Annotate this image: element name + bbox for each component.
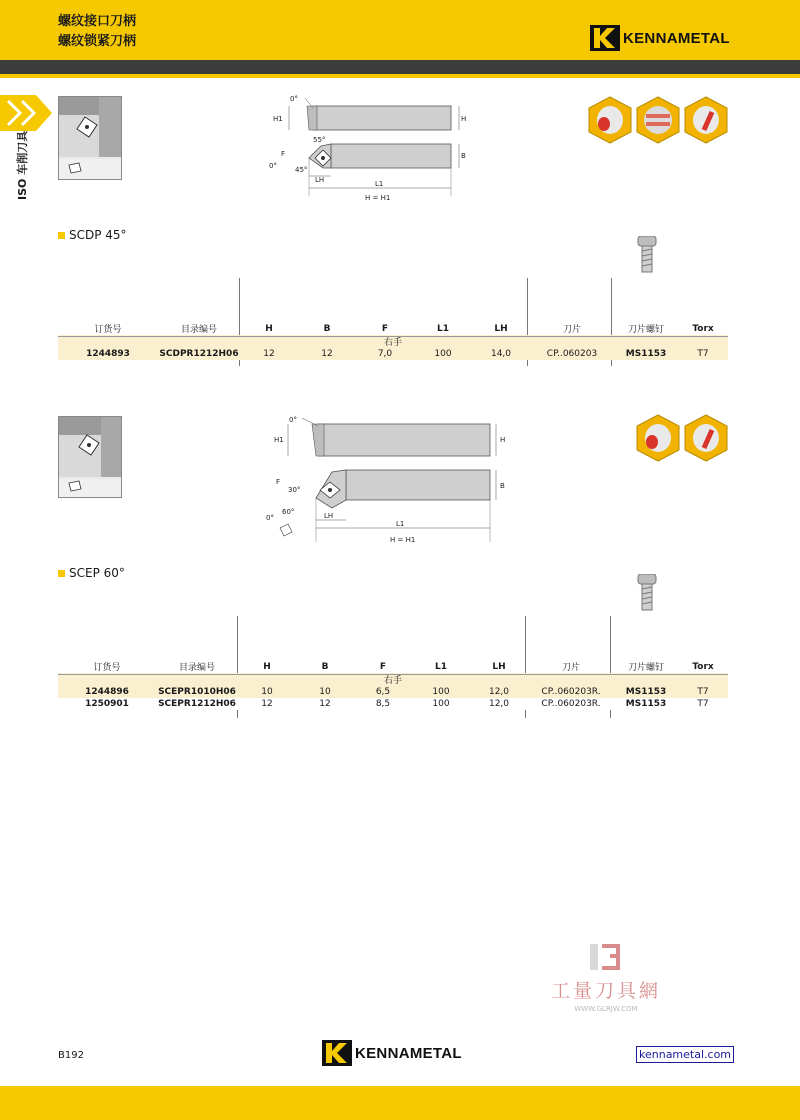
col-order-no: 订货号 [93, 663, 121, 673]
cell-f: 6,5 [354, 686, 412, 698]
col-insert: 刀片 [561, 663, 580, 673]
material-steel-icon [636, 414, 680, 462]
dim-top-angle: 0° [289, 416, 297, 424]
material-steel-icon [588, 96, 632, 144]
col-f: F [381, 323, 389, 334]
col-lh: LH [492, 661, 506, 672]
section-title-scep [58, 566, 125, 580]
material-nonferrous-icon [684, 414, 728, 462]
dim-h: H [500, 436, 506, 444]
website-link[interactable]: kennametal.com [636, 1046, 734, 1063]
material-alloy-icon [636, 96, 680, 144]
dim-insert-angle: 55° [313, 136, 326, 144]
cell-f: 8,5 [354, 698, 412, 710]
header-dark-stripe [0, 60, 800, 74]
insert-screw-icon [636, 236, 658, 274]
col-lh: LH [494, 323, 508, 334]
cell-f: 7,0 [356, 348, 414, 360]
cell-catalog-no: SCDPR1212H06 [159, 349, 239, 359]
dim-h: H [461, 115, 467, 123]
col-torx: Torx [692, 661, 714, 672]
watermark-text: 工量刀具網 [550, 980, 661, 1002]
spec-table-scdp [58, 322, 728, 360]
header-brand-name: KENNAMETAL [623, 29, 730, 47]
dim-lh: LH [315, 176, 325, 184]
dim-lead-angle: 45° [295, 166, 308, 174]
material-nonferrous-icon [684, 96, 728, 144]
cell-h: 10 [238, 686, 296, 698]
table-header-row [58, 660, 728, 673]
footer-logo[interactable] [322, 1040, 462, 1066]
cell-torx: T7 [678, 348, 728, 360]
page-title: 螺纹接口刀柄 [58, 14, 137, 29]
dim-lead-angle: 60° [282, 508, 295, 516]
col-b: B [321, 661, 329, 672]
footer-band [0, 1086, 800, 1120]
col-b: B [323, 323, 331, 334]
cell-l1: 100 [412, 686, 470, 698]
section-title-text: SCEP 60° [69, 566, 125, 580]
col-h: H [263, 661, 271, 672]
hand-label: 右手 [58, 335, 728, 348]
toolholder-thumbnail-scep[interactable] [58, 416, 122, 498]
cell-torx: T7 [678, 698, 728, 710]
cell-h: 12 [240, 348, 298, 360]
dim-lh: LH [324, 512, 334, 520]
cell-b: 12 [296, 698, 354, 710]
cell-catalog-no: SCEPR1010H06 [156, 686, 238, 698]
section-bullet-icon [58, 570, 65, 577]
dim-insert-angle: 30° [288, 486, 301, 494]
col-insert-screw: 刀片螺钉 [627, 663, 664, 673]
dim-b: B [461, 152, 466, 160]
col-order-no: 订货号 [94, 325, 122, 335]
dim-h1: H1 [273, 115, 283, 123]
cell-order-no: 1250901 [58, 698, 156, 710]
page-number: B192 [58, 1050, 84, 1061]
dim-h-eq: H = H1 [390, 536, 416, 544]
dim-side-angle: 0° [266, 514, 274, 522]
dim-top-angle: 0° [290, 95, 298, 103]
table-row[interactable] [58, 348, 728, 360]
cell-screw: MS1153 [614, 686, 678, 698]
col-torx: Torx [692, 323, 714, 334]
cell-screw: MS1153 [614, 698, 678, 710]
cell-catalog-no: SCEPR1212H06 [156, 698, 238, 710]
hand-label: 右手 [58, 673, 728, 686]
watermark-url: WWW.GLRJW.COM [574, 1005, 638, 1013]
cell-order-no: 1244896 [58, 686, 156, 698]
table-row[interactable] [58, 698, 728, 710]
table-row[interactable] [58, 686, 728, 698]
col-f: F [379, 661, 387, 672]
watermark [536, 942, 676, 1013]
dim-b: B [500, 482, 505, 490]
col-insert: 刀片 [562, 325, 581, 335]
dim-f: F [276, 478, 281, 486]
cell-insert: CP..060203R. [528, 698, 614, 710]
table-rule [58, 336, 728, 337]
dim-h-eq: H = H1 [365, 194, 391, 202]
cell-l1: 100 [412, 698, 470, 710]
material-icons-scep [636, 414, 728, 462]
cell-l1: 100 [414, 348, 472, 360]
col-catalog-no: 目录编号 [180, 325, 217, 335]
cell-torx: T7 [678, 686, 728, 698]
header-yellow-stripe [0, 74, 800, 78]
table-header-row [58, 322, 728, 335]
header-logo[interactable] [590, 25, 730, 51]
section-bullet-icon [58, 232, 65, 239]
cell-order-no: 1244893 [58, 348, 158, 360]
cell-lh: 14,0 [472, 348, 530, 360]
spec-table-scep [58, 660, 728, 710]
cell-h: 12 [238, 698, 296, 710]
cell-insert: CP..060203 [530, 348, 614, 360]
cell-b: 12 [298, 348, 356, 360]
cell-lh: 12,0 [470, 698, 528, 710]
cell-b: 10 [296, 686, 354, 698]
dim-l1: L1 [375, 180, 384, 188]
section-title-scdp [58, 228, 127, 242]
col-l1: L1 [437, 323, 449, 334]
page-subtitle: 螺纹锁紧刀柄 [58, 34, 137, 49]
technical-drawing-scep [262, 412, 512, 548]
col-h: H [265, 323, 273, 334]
kennametal-k-icon [590, 25, 620, 51]
dim-side-angle: 0° [269, 162, 277, 170]
footer-brand-name: KENNAMETAL [355, 1044, 462, 1062]
cell-screw: MS1153 [614, 348, 678, 360]
section-title-text: SCDP 45° [69, 228, 127, 242]
dim-h1: H1 [274, 436, 284, 444]
toolholder-thumbnail-scdp[interactable] [58, 96, 122, 180]
dim-l1: L1 [396, 520, 405, 528]
watermark-logo-icon [588, 942, 622, 972]
kennametal-k-icon [322, 1040, 352, 1066]
col-insert-screw: 刀片螺钉 [627, 325, 664, 335]
col-l1: L1 [435, 661, 447, 672]
side-tab-label: ISO 车削刀具 [16, 130, 29, 200]
cell-lh: 12,0 [470, 686, 528, 698]
technical-drawing-scdp [265, 92, 475, 204]
dim-f: F [281, 150, 286, 158]
insert-screw-icon [636, 574, 658, 612]
col-catalog-no: 目录编号 [178, 663, 215, 673]
cell-insert: CP..060203R. [528, 686, 614, 698]
table-rule [58, 674, 728, 675]
side-tab-chevron-icon [0, 95, 52, 131]
material-icons-scdp [588, 96, 728, 144]
